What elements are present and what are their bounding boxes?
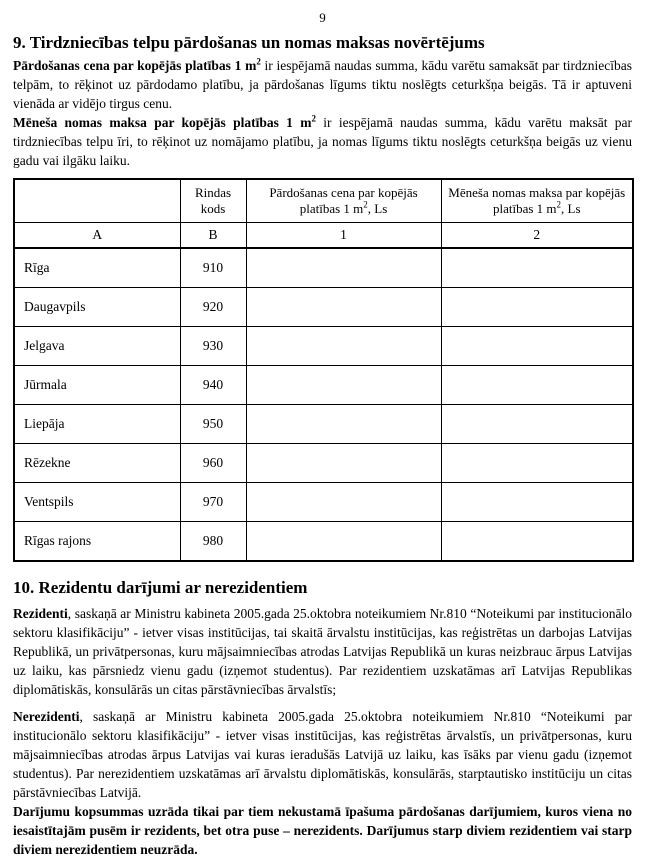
rent-price-input-cell[interactable] [441, 248, 633, 288]
section10-paragraph-nonresidents [13, 707, 632, 802]
region-name: Jelgava [14, 327, 180, 366]
header-cell-empty [14, 179, 180, 223]
row-code: 980 [180, 522, 246, 562]
sale-price-input-cell[interactable] [246, 327, 441, 366]
para1-body-text: ir iespējamā naudas summa, kādu varētu samaksāt par tirdzniecības telpām, to rēķinot uz pārdodamo platību, ja pārdošanas līgums tiktu noslēgts ceturkšņa beigās. Tā ir aptuveni vienāda ar vidējo tirgus cenu. [13, 58, 633, 111]
key-cell-2: 2 [441, 223, 633, 249]
region-name: Jūrmala [14, 366, 180, 405]
table-row-liepaja [14, 405, 633, 444]
rent-price-label-suffix: , Ls [561, 201, 581, 216]
para2-body-text: ir iespējamā naudas summa, kādu varētu maksāt par tirdzniecības telpu īri, to rēķinot uz nomājamo platību, ja nomas līgums tiktu noslēgts ceturkšņa beigās uz vienu gadu vai ilgāku laiku. [13, 115, 632, 168]
rent-price-input-cell[interactable] [441, 483, 633, 522]
rent-price-input-cell[interactable] [441, 366, 633, 405]
key-cell-a: A [14, 223, 180, 249]
rent-price-input-cell[interactable] [441, 444, 633, 483]
region-name: Daugavpils [14, 288, 180, 327]
para2-bold-lead [13, 115, 316, 130]
sale-price-input-cell[interactable] [246, 288, 441, 327]
section10-paragraph-transactions-rule: Darījumu kopsummas uzrāda tikai par tiem nekustamā īpašuma pārdošanas darījumiem, kuros viena no iesaistītajām pusēm ir rezidents, bet otra puse – nerezidents. Darījumus starp diviem rezidentiem vai starp diviem nerezidentiem neuzrāda. [13, 804, 632, 857]
region-name: Rīgas rajons [14, 522, 180, 562]
nonresidents-bold-lead: Nerezidenti [13, 709, 80, 724]
table-key-row [14, 223, 633, 249]
row-code: 950 [180, 405, 246, 444]
table-row-jelgava [14, 327, 633, 366]
header-cell-row-code [180, 179, 246, 223]
para1-superscript: 2 [256, 56, 261, 67]
rent-price-superscript: 2 [556, 199, 562, 210]
sale-price-input-cell[interactable] [246, 366, 441, 405]
table-row-riga [14, 248, 633, 288]
sale-price-input-cell[interactable] [246, 483, 441, 522]
region-name: Ventspils [14, 483, 180, 522]
sale-price-superscript: 2 [363, 199, 368, 210]
section10-paragraph-residents [13, 604, 632, 699]
para1-bold-text: Pārdošanas cena par kopējās platības 1 m [13, 58, 257, 73]
table-header-row [14, 179, 633, 223]
sale-price-input-cell[interactable] [246, 444, 441, 483]
table-row-daugavpils [14, 288, 633, 327]
sale-price-label: Pārdošanas cena par kopējās platības 1 m [269, 185, 418, 216]
rent-price-input-cell[interactable] [441, 405, 633, 444]
para2-superscript: 2 [311, 113, 316, 124]
row-code-label-line1: Rindas [194, 185, 232, 200]
rent-price-label: Mēneša nomas maksa par kopējās platības 1 m [448, 185, 626, 216]
section9-heading: 9. Tirdzniecības telpu pārdošanas un nomas maksas novērtējums [13, 33, 485, 52]
table-row-jurmala [14, 366, 633, 405]
row-code: 940 [180, 366, 246, 405]
rent-price-input-cell[interactable] [441, 327, 633, 366]
row-code: 910 [180, 248, 246, 288]
para1-bold-lead [13, 58, 261, 73]
section9-paragraph-rent-price [13, 113, 632, 170]
table-row-ventspils [14, 483, 633, 522]
table-row-rigas-rajons [14, 522, 633, 562]
price-form-table [13, 178, 634, 562]
region-name: Liepāja [14, 405, 180, 444]
nonresidents-body-text: , saskaņā ar Ministru kabineta 2005.gada 25.oktobra noteikumiem Nr.810 “Noteikumi par institucionālo sektoru klasifikāciju” - ietver visas institūcijas, kas reģistrētas ārvalstīs, un privātpersonas, kuru mājsaimniecības atrodas ārpus Latvijas vai kuras ieradušās Latvijā uz laiku, kas īsāks par vienu gadu (izņemot studentus). Par nerezidentiem uzskatāmas arī ārvalstu diplomātiskās, konsulārās, starptautisko institūciju un citas pārstāvniecības Latvijā. [13, 709, 632, 800]
section10-heading: 10. Rezidentu darījumi ar nerezidentiem [13, 578, 308, 597]
region-name: Rēzekne [14, 444, 180, 483]
header-cell-rent-price [441, 179, 633, 223]
sale-price-input-cell[interactable] [246, 405, 441, 444]
row-code: 920 [180, 288, 246, 327]
table-row-rezekne [14, 444, 633, 483]
sale-price-label-suffix: , Ls [367, 201, 388, 216]
residents-body-text: , saskaņā ar Ministru kabineta 2005.gada 25.oktobra noteikumiem Nr.810 “Noteikumi par institucionālo sektoru klasifikāciju” - ietver visas institūcijas, tai skaitā ārvalstu institūcijas, kas reģistrētas un darbojas Latvijas Republikā, un privātpersonas, kuru mājsaimniecības atrodas Latvijas Republikā un kuras neizbrauc ārpus Latvijas uz laiku, kas pārsniedz vienu gadu (izņemot studentus). Par rezidentiem uzskatāmas arī Latvijas Republikas diplomātiskās, konsulārās un citas pārstāvniecības ārvalstīs; [13, 606, 632, 697]
section9-paragraph-sale-price [13, 56, 632, 113]
para2-bold-text: Mēneša nomas maksa par kopējās platības 1 m [13, 115, 312, 130]
row-code: 960 [180, 444, 246, 483]
sale-price-input-cell[interactable] [246, 522, 441, 562]
page-number: 9 [319, 10, 326, 25]
rent-price-input-cell[interactable] [441, 522, 633, 562]
key-cell-b: B [180, 223, 246, 249]
row-code: 970 [180, 483, 246, 522]
row-code-label-line2: kods [200, 201, 226, 216]
residents-bold-lead: Rezidenti [13, 606, 68, 621]
sale-price-input-cell[interactable] [246, 248, 441, 288]
row-code: 930 [180, 327, 246, 366]
rent-price-input-cell[interactable] [441, 288, 633, 327]
region-name: Rīga [14, 248, 180, 288]
header-cell-sale-price [246, 179, 441, 223]
key-cell-1: 1 [246, 223, 441, 249]
